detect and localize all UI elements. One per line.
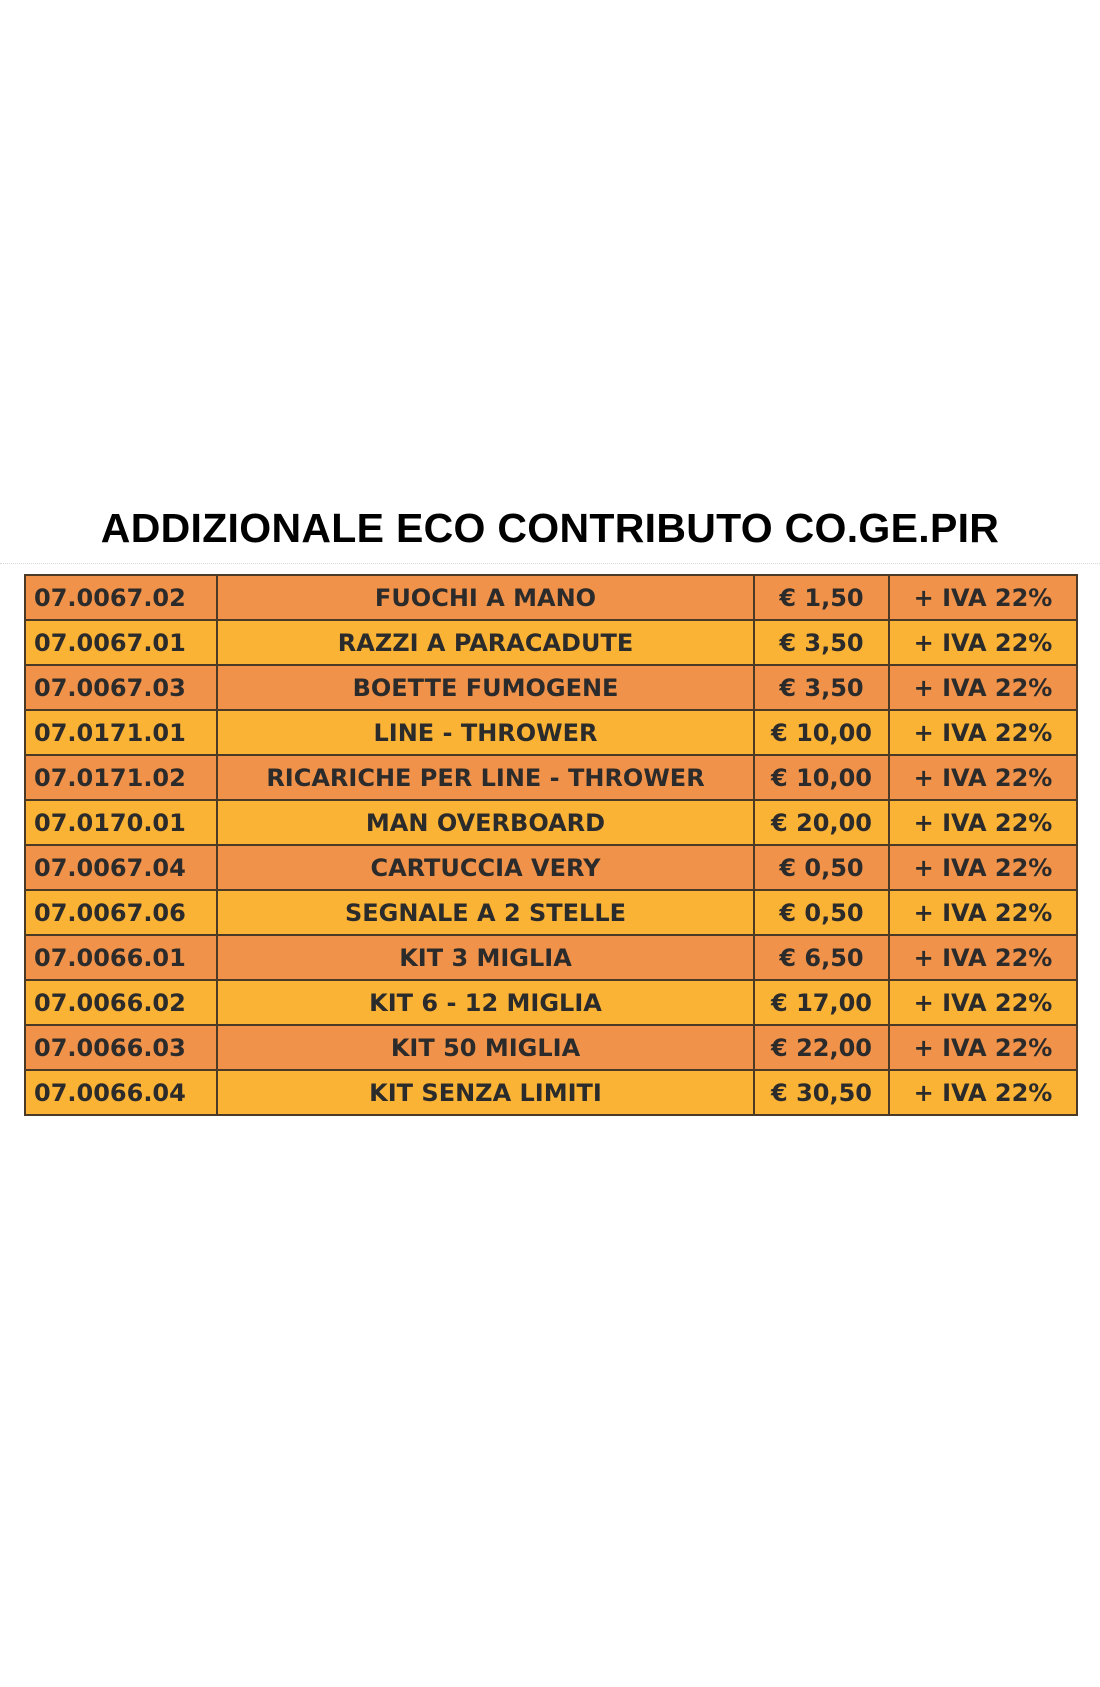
vat-cell: + IVA 22% <box>889 755 1077 800</box>
product-description-cell: LINE - THROWER <box>217 710 754 755</box>
product-code-cell: 07.0066.04 <box>25 1070 217 1115</box>
product-description-cell: SEGNALE A 2 STELLE <box>217 890 754 935</box>
table-row <box>25 620 1077 665</box>
product-code-cell: 07.0170.01 <box>25 800 217 845</box>
price-table <box>24 574 1078 1116</box>
table-row <box>25 980 1077 1025</box>
table-row <box>25 890 1077 935</box>
product-code-cell: 07.0066.02 <box>25 980 217 1025</box>
table-row <box>25 1070 1077 1115</box>
vat-cell: + IVA 22% <box>889 620 1077 665</box>
table-row <box>25 935 1077 980</box>
table-row <box>25 1025 1077 1070</box>
product-code-cell: 07.0067.01 <box>25 620 217 665</box>
product-description-cell: KIT 50 MIGLIA <box>217 1025 754 1070</box>
vat-cell: + IVA 22% <box>889 665 1077 710</box>
product-code-cell: 07.0067.03 <box>25 665 217 710</box>
title-divider <box>0 563 1100 564</box>
product-description-cell: CARTUCCIA VERY <box>217 845 754 890</box>
price-cell: € 10,00 <box>754 710 889 755</box>
price-cell: € 0,50 <box>754 890 889 935</box>
price-cell: € 3,50 <box>754 665 889 710</box>
table-row <box>25 575 1077 620</box>
price-cell: € 10,00 <box>754 755 889 800</box>
page-title: ADDIZIONALE ECO CONTRIBUTO CO.GE.PIR <box>100 505 1000 551</box>
price-cell: € 3,50 <box>754 620 889 665</box>
product-code-cell: 07.0067.02 <box>25 575 217 620</box>
product-code-cell: 07.0171.02 <box>25 755 217 800</box>
table-row <box>25 665 1077 710</box>
price-cell: € 30,50 <box>754 1070 889 1115</box>
price-cell: € 0,50 <box>754 845 889 890</box>
vat-cell: + IVA 22% <box>889 980 1077 1025</box>
price-cell: € 22,00 <box>754 1025 889 1070</box>
product-description-cell: RICARICHE PER LINE - THROWER <box>217 755 754 800</box>
product-code-cell: 07.0066.01 <box>25 935 217 980</box>
vat-cell: + IVA 22% <box>889 1070 1077 1115</box>
vat-cell: + IVA 22% <box>889 575 1077 620</box>
table-row <box>25 755 1077 800</box>
vat-cell: + IVA 22% <box>889 710 1077 755</box>
product-description-cell: RAZZI A PARACADUTE <box>217 620 754 665</box>
product-code-cell: 07.0067.06 <box>25 890 217 935</box>
price-cell: € 17,00 <box>754 980 889 1025</box>
product-code-cell: 07.0171.01 <box>25 710 217 755</box>
table-row <box>25 800 1077 845</box>
vat-cell: + IVA 22% <box>889 935 1077 980</box>
product-description-cell: KIT 6 - 12 MIGLIA <box>217 980 754 1025</box>
vat-cell: + IVA 22% <box>889 890 1077 935</box>
vat-cell: + IVA 22% <box>889 800 1077 845</box>
product-code-cell: 07.0066.03 <box>25 1025 217 1070</box>
price-cell: € 6,50 <box>754 935 889 980</box>
product-description-cell: BOETTE FUMOGENE <box>217 665 754 710</box>
table-row <box>25 845 1077 890</box>
product-description-cell: FUOCHI A MANO <box>217 575 754 620</box>
vat-cell: + IVA 22% <box>889 1025 1077 1070</box>
price-cell: € 1,50 <box>754 575 889 620</box>
table-row <box>25 710 1077 755</box>
product-description-cell: KIT SENZA LIMITI <box>217 1070 754 1115</box>
price-cell: € 20,00 <box>754 800 889 845</box>
product-code-cell: 07.0067.04 <box>25 845 217 890</box>
price-table-body <box>25 575 1077 1115</box>
product-description-cell: KIT 3 MIGLIA <box>217 935 754 980</box>
product-description-cell: MAN OVERBOARD <box>217 800 754 845</box>
vat-cell: + IVA 22% <box>889 845 1077 890</box>
